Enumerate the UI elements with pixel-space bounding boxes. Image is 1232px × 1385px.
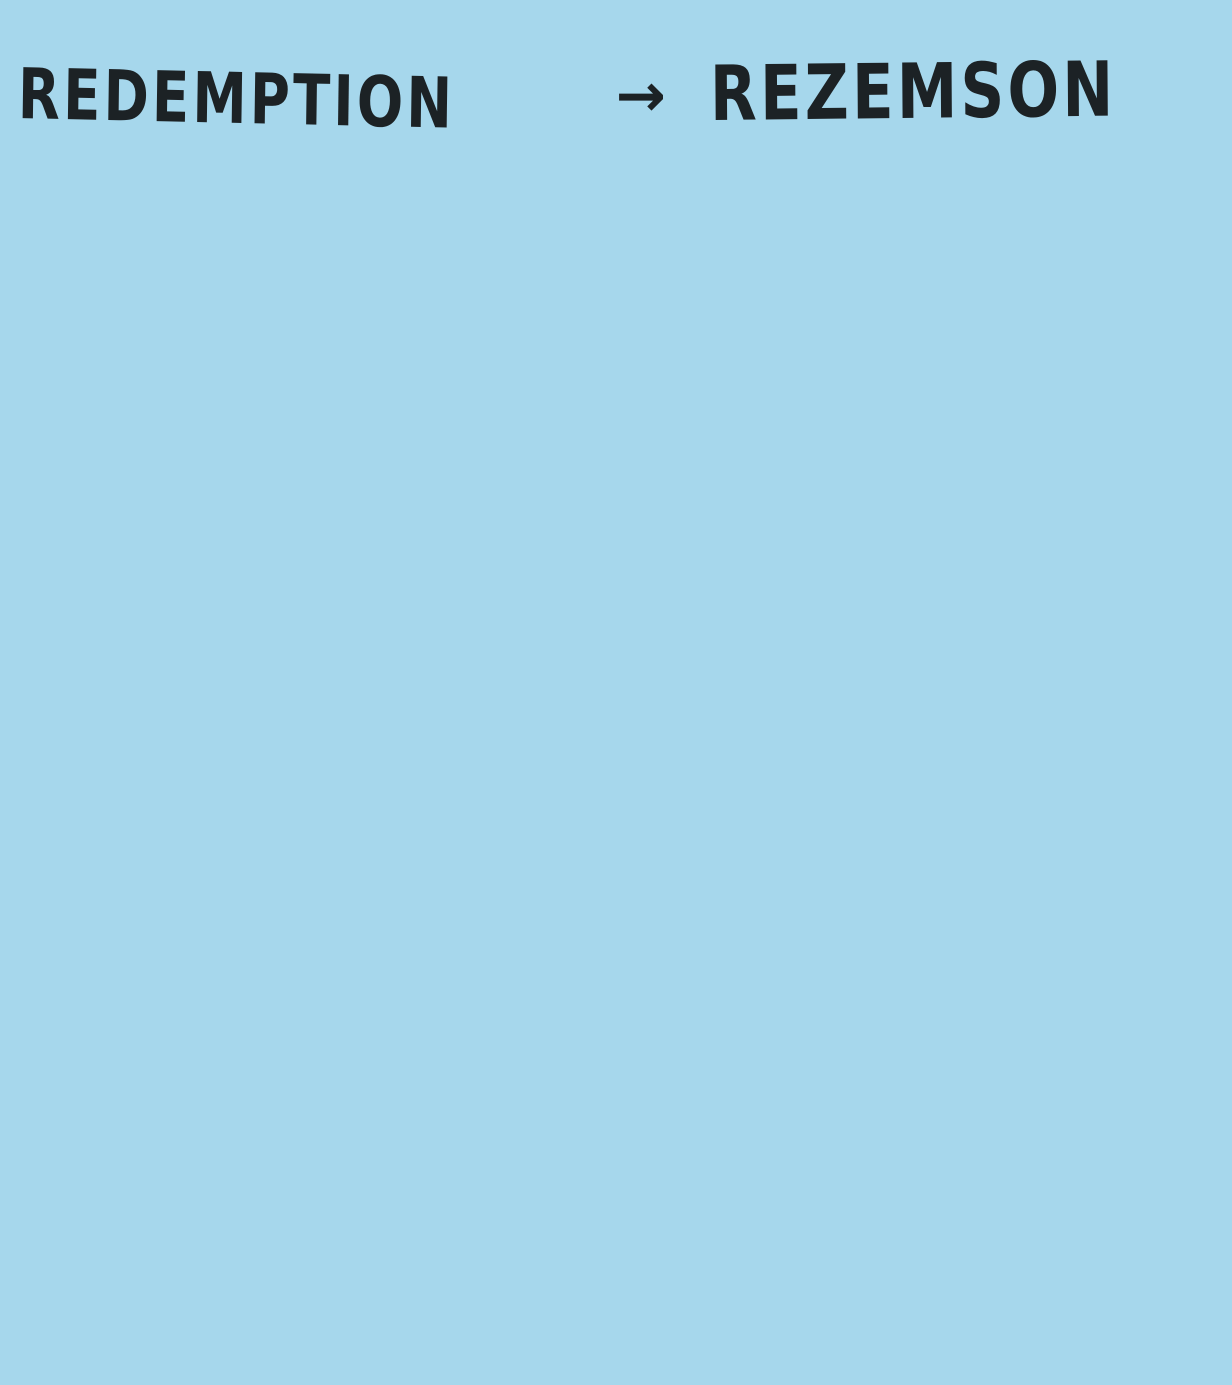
- arrow-icon: →: [615, 61, 670, 131]
- handwritten-line: [18, 44, 1218, 144]
- source-word: REDEMPTION: [17, 53, 456, 145]
- target-word: REZEMSON: [709, 44, 1117, 138]
